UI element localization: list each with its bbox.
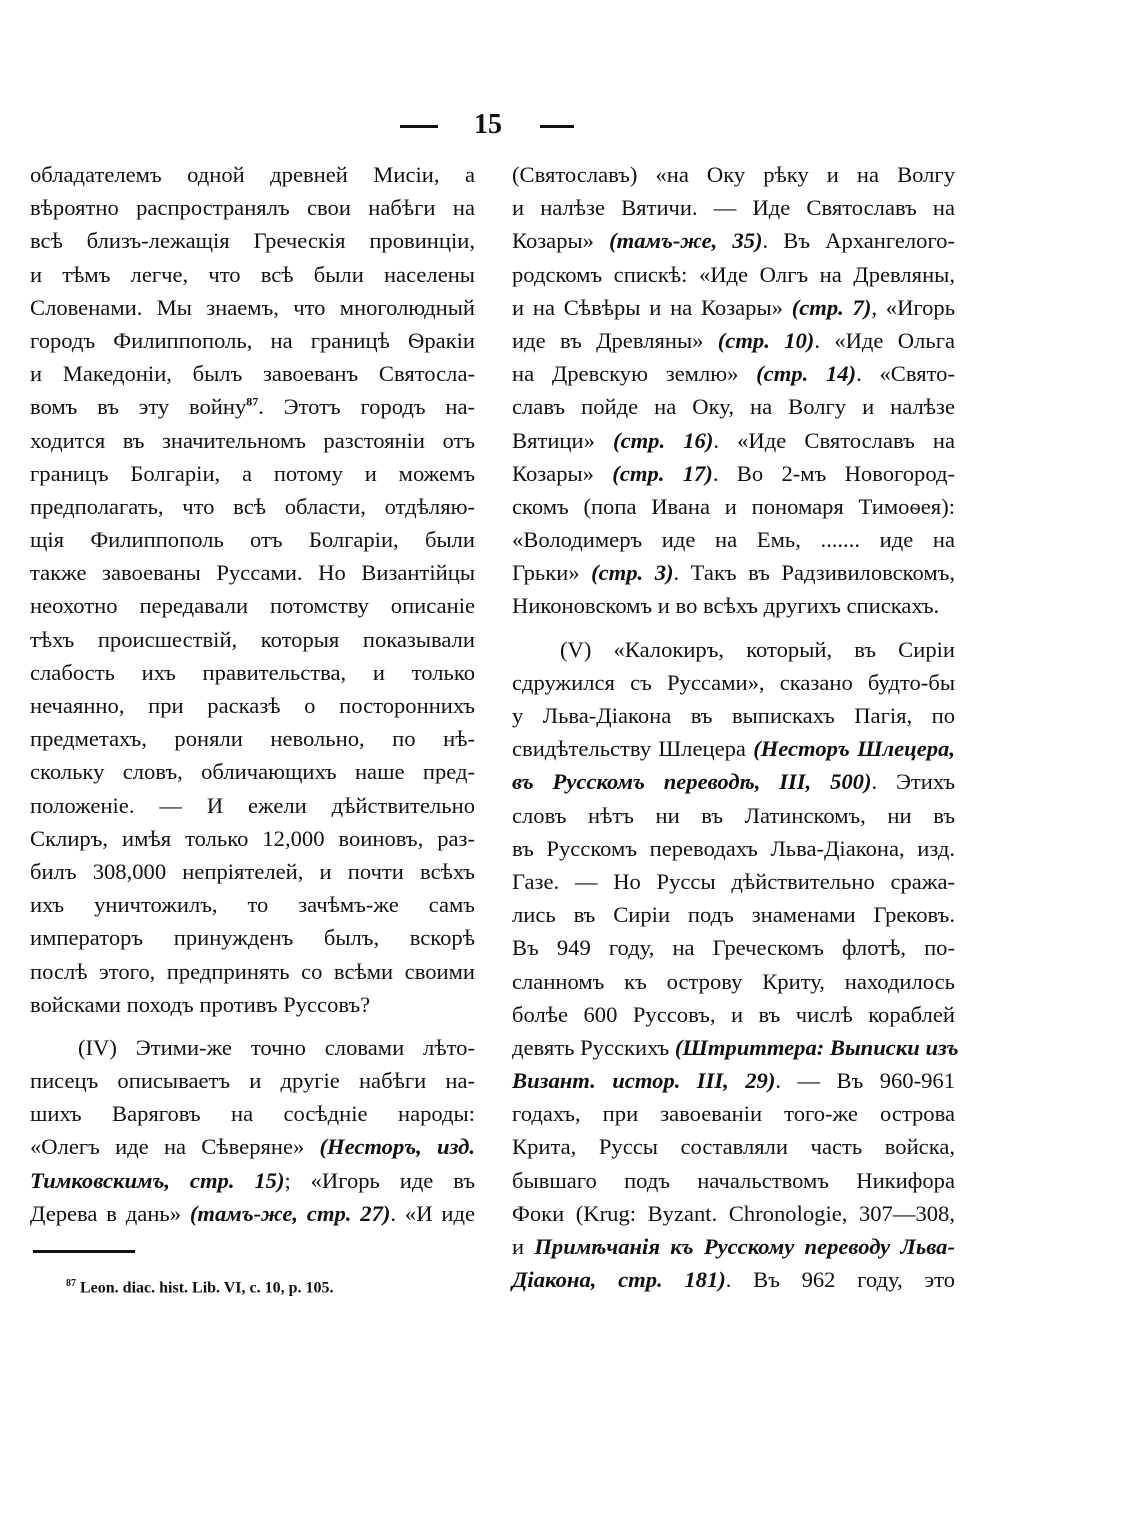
text-line: Газе. — Но Руссы дѣйствительно сража- bbox=[512, 868, 955, 894]
text-line bbox=[512, 357, 955, 390]
text-line: ихъ уничтожилъ, то зачѣмъ-же самъ bbox=[30, 892, 475, 918]
text-line bbox=[512, 457, 955, 490]
text-line: нечаянно, при расказѣ о постороннихъ bbox=[30, 693, 475, 718]
text-line: болѣе 600 Руссовъ, и въ числѣ кораблей bbox=[512, 1001, 955, 1027]
text-line bbox=[30, 1197, 475, 1230]
text-line bbox=[512, 324, 955, 357]
right-column bbox=[512, 158, 959, 1296]
paragraph-gap bbox=[30, 1021, 475, 1031]
left-column bbox=[30, 158, 475, 1230]
text-line bbox=[512, 1064, 955, 1097]
citation: (стр. 3) bbox=[591, 560, 674, 586]
citation: (стр. 14) bbox=[756, 361, 857, 387]
citation: Діакона, стр. 181) bbox=[512, 1267, 726, 1293]
text-line: войсками походъ противъ Руссовъ? bbox=[30, 991, 371, 1017]
text-segment: Грьки» bbox=[512, 560, 580, 586]
text-segment: . «Свято- bbox=[856, 361, 955, 387]
text-line bbox=[512, 424, 955, 457]
text-line: щія Филиппополь отъ Болгаріи, были bbox=[30, 527, 475, 553]
text-line: Склиръ, имѣя только 12,000 воиновъ, раз- bbox=[30, 825, 475, 851]
footnote bbox=[66, 1272, 486, 1300]
text-segment: . Этихъ bbox=[871, 769, 956, 795]
citation: Визант. истор. III, 29) bbox=[512, 1068, 776, 1094]
text-line: Крита, Руссы составляли часть войска, bbox=[512, 1134, 955, 1160]
text-line: въ Русскомъ переводахъ Льва-Діакона, изд. bbox=[512, 835, 955, 861]
text-segment: и на Сѣвѣры и на Козары» bbox=[512, 294, 783, 320]
text-segment: вомъ въ эту войну bbox=[30, 394, 247, 420]
text-line: слабость ихъ правительства, и только bbox=[30, 659, 475, 685]
text-segment: на Древскую землю» bbox=[512, 361, 739, 387]
text-line bbox=[512, 732, 955, 765]
text-segment: Козары» bbox=[512, 460, 594, 486]
citation: Тимковскимъ, стр. 15) bbox=[30, 1167, 285, 1193]
text-segment: свидѣтельству Шлецера bbox=[512, 736, 746, 762]
text-line: (Святославъ) «на Оку рѣку и на Волгу bbox=[512, 162, 955, 187]
text-line: предполагать, что всѣ области, отдѣляю- bbox=[30, 493, 475, 519]
text-line bbox=[512, 224, 955, 257]
text-line: ходится въ значительномъ разстояніи отъ bbox=[30, 427, 475, 453]
text-line: (V) «Калокиръ, который, въ Сиріи bbox=[560, 636, 955, 662]
text-segment: . «Иде Святославъ на bbox=[713, 427, 955, 453]
citation: (Несторъ Шлецера, bbox=[753, 736, 955, 762]
text-line: бывшаго подъ начальствомъ Никифора bbox=[512, 1167, 955, 1193]
text-line: обладателемъ одной древней Мисіи, а bbox=[30, 162, 475, 187]
paragraph-gap bbox=[512, 623, 955, 633]
text-segment: . «Иде Ольга bbox=[814, 327, 955, 353]
header-dash-right bbox=[540, 125, 574, 128]
text-line: «Володимеръ иде на Емь, ....... иде на bbox=[512, 527, 955, 553]
text-line: шихъ Варяговъ на сосѣдніе народы: bbox=[30, 1101, 475, 1127]
text-line: славъ пойде на Оку, на Волгу и налѣзе bbox=[512, 394, 955, 420]
text-segment: «Олегъ иде на Сѣверяне» bbox=[30, 1134, 305, 1160]
text-line: тѣхъ происшествій, которыя показывали bbox=[30, 626, 475, 652]
citation: (тамъ-же, стр. 27) bbox=[189, 1200, 391, 1226]
footnote-rule bbox=[33, 1250, 135, 1253]
citation: (Несторъ, изд. bbox=[319, 1134, 475, 1160]
text-line: всѣ близъ-лежащія Греческія провинціи, bbox=[30, 228, 475, 254]
text-segment: . — Въ 960-961 bbox=[775, 1068, 955, 1094]
text-line: положеніе. — И ежели дѣйствительно bbox=[30, 792, 475, 818]
footnote-text: Leon. diac. hist. Lib. VI, c. 10, p. 105. bbox=[80, 1279, 334, 1297]
citation: (тамъ-же, 35) bbox=[609, 228, 763, 254]
text-line: словъ нѣтъ ни въ Латинскомъ, ни въ bbox=[512, 802, 955, 828]
text-segment: девять Русскихъ bbox=[512, 1034, 670, 1060]
text-line: предметахъ, роняли невольно, по нѣ- bbox=[30, 726, 475, 752]
text-line: скомъ (попа Ивана и пономаря Тимоѳея): bbox=[512, 493, 955, 519]
citation: Примѣчанія къ Русскому переводу Льва- bbox=[534, 1234, 955, 1259]
citation: (Штриттера: Выписки изъ bbox=[674, 1034, 959, 1060]
text-line: и налѣзе Вятичи. — Иде Святославъ на bbox=[512, 195, 955, 221]
citation: (стр. 10) bbox=[717, 327, 815, 353]
text-segment: , «Игорь bbox=[871, 294, 955, 320]
text-line bbox=[30, 1130, 475, 1163]
text-line: (IV) Этими-же точно словами лѣто- bbox=[78, 1034, 475, 1060]
text-line: Словенами. Мы знаемъ, что многолюдный bbox=[30, 294, 475, 320]
text-segment: и bbox=[512, 1234, 525, 1259]
text-line: и Македоніи, былъ завоеванъ Святосла- bbox=[30, 361, 475, 387]
text-line bbox=[30, 390, 475, 423]
text-line: Никоновскомъ и во всѣхъ другихъ спискахъ. bbox=[512, 593, 940, 619]
text-line bbox=[512, 1031, 959, 1064]
text-segment: . Во 2-мъ Новогород- bbox=[712, 460, 955, 486]
text-line bbox=[512, 556, 955, 589]
text-line: годахъ, при завоеваніи того-же острова bbox=[512, 1101, 955, 1127]
text-segment: . Такъ въ Радзивиловскомъ, bbox=[673, 560, 955, 586]
citation: въ Русскомъ переводѣ, III, 500) bbox=[512, 769, 872, 795]
text-segment: ; «Игорь иде въ bbox=[284, 1167, 476, 1193]
text-line: и тѣмъ легче, что всѣ были населены bbox=[30, 261, 475, 287]
citation: (стр. 16) bbox=[613, 427, 714, 453]
text-segment: . «И иде bbox=[390, 1200, 475, 1226]
text-line: билъ 308,000 непріятелей, и почти всѣхъ bbox=[30, 858, 475, 884]
text-segment: иде въ Древляны» bbox=[512, 327, 704, 353]
text-line bbox=[512, 765, 955, 798]
citation: (стр. 17) bbox=[612, 460, 713, 486]
text-line: границъ Болгаріи, а потому и можемъ bbox=[30, 460, 475, 486]
text-line: неохотно передавали потомству описаніе bbox=[30, 593, 475, 619]
page-header bbox=[0, 110, 1140, 140]
text-segment: . Этотъ городъ на- bbox=[258, 394, 475, 420]
text-segment: . Въ Архангелого- bbox=[762, 228, 955, 254]
text-line bbox=[30, 1164, 475, 1197]
text-segment: Дерева в дань» bbox=[30, 1200, 182, 1226]
text-line: послѣ этого, предпринять со всѣми своими bbox=[30, 958, 475, 984]
text-segment: Козары» bbox=[512, 228, 594, 254]
text-line: городъ Филиппополь, на границѣ Ѳракіи bbox=[30, 327, 475, 353]
text-line: Въ 949 году, на Греческомъ флотѣ, по- bbox=[512, 935, 955, 961]
text-line bbox=[512, 1263, 955, 1296]
text-line: родскомъ спискѣ: «Иде Олгъ на Древляны, bbox=[512, 261, 955, 287]
text-line bbox=[512, 291, 955, 324]
text-line: Фоки (Krug: Byzant. Chronologie, 307—308, bbox=[512, 1200, 955, 1226]
footnote-reference: 87 bbox=[246, 394, 259, 409]
text-line: сдружился съ Руссами», сказано будто-бы bbox=[512, 669, 955, 695]
text-line: императоръ принужденъ былъ, вскорѣ bbox=[30, 925, 475, 951]
text-line: у Льва-Діакона въ выпискахъ Пагія, по bbox=[512, 703, 955, 728]
header-dash-left bbox=[400, 125, 438, 128]
page-number: 15 bbox=[474, 109, 502, 140]
text-segment: Вятици» bbox=[512, 427, 595, 453]
text-line bbox=[512, 1230, 955, 1263]
text-line: вѣроятно распространялъ свои набѣги на bbox=[30, 195, 475, 221]
text-line: лись въ Сиріи подъ знаменами Грековъ. bbox=[512, 902, 955, 928]
text-segment: . Въ 962 году, это bbox=[725, 1267, 955, 1293]
text-line: писецъ описываетъ и другіе набѣги на- bbox=[30, 1068, 475, 1094]
citation: (стр. 7) bbox=[791, 294, 872, 320]
text-line: скольку словъ, обличающихъ наше пред- bbox=[30, 759, 475, 785]
footnote-mark: 87 bbox=[66, 1278, 76, 1289]
text-line: сланномъ къ острову Криту, находилось bbox=[512, 968, 955, 994]
text-line: также завоеваны Руссами. Но Византійцы bbox=[30, 560, 475, 586]
